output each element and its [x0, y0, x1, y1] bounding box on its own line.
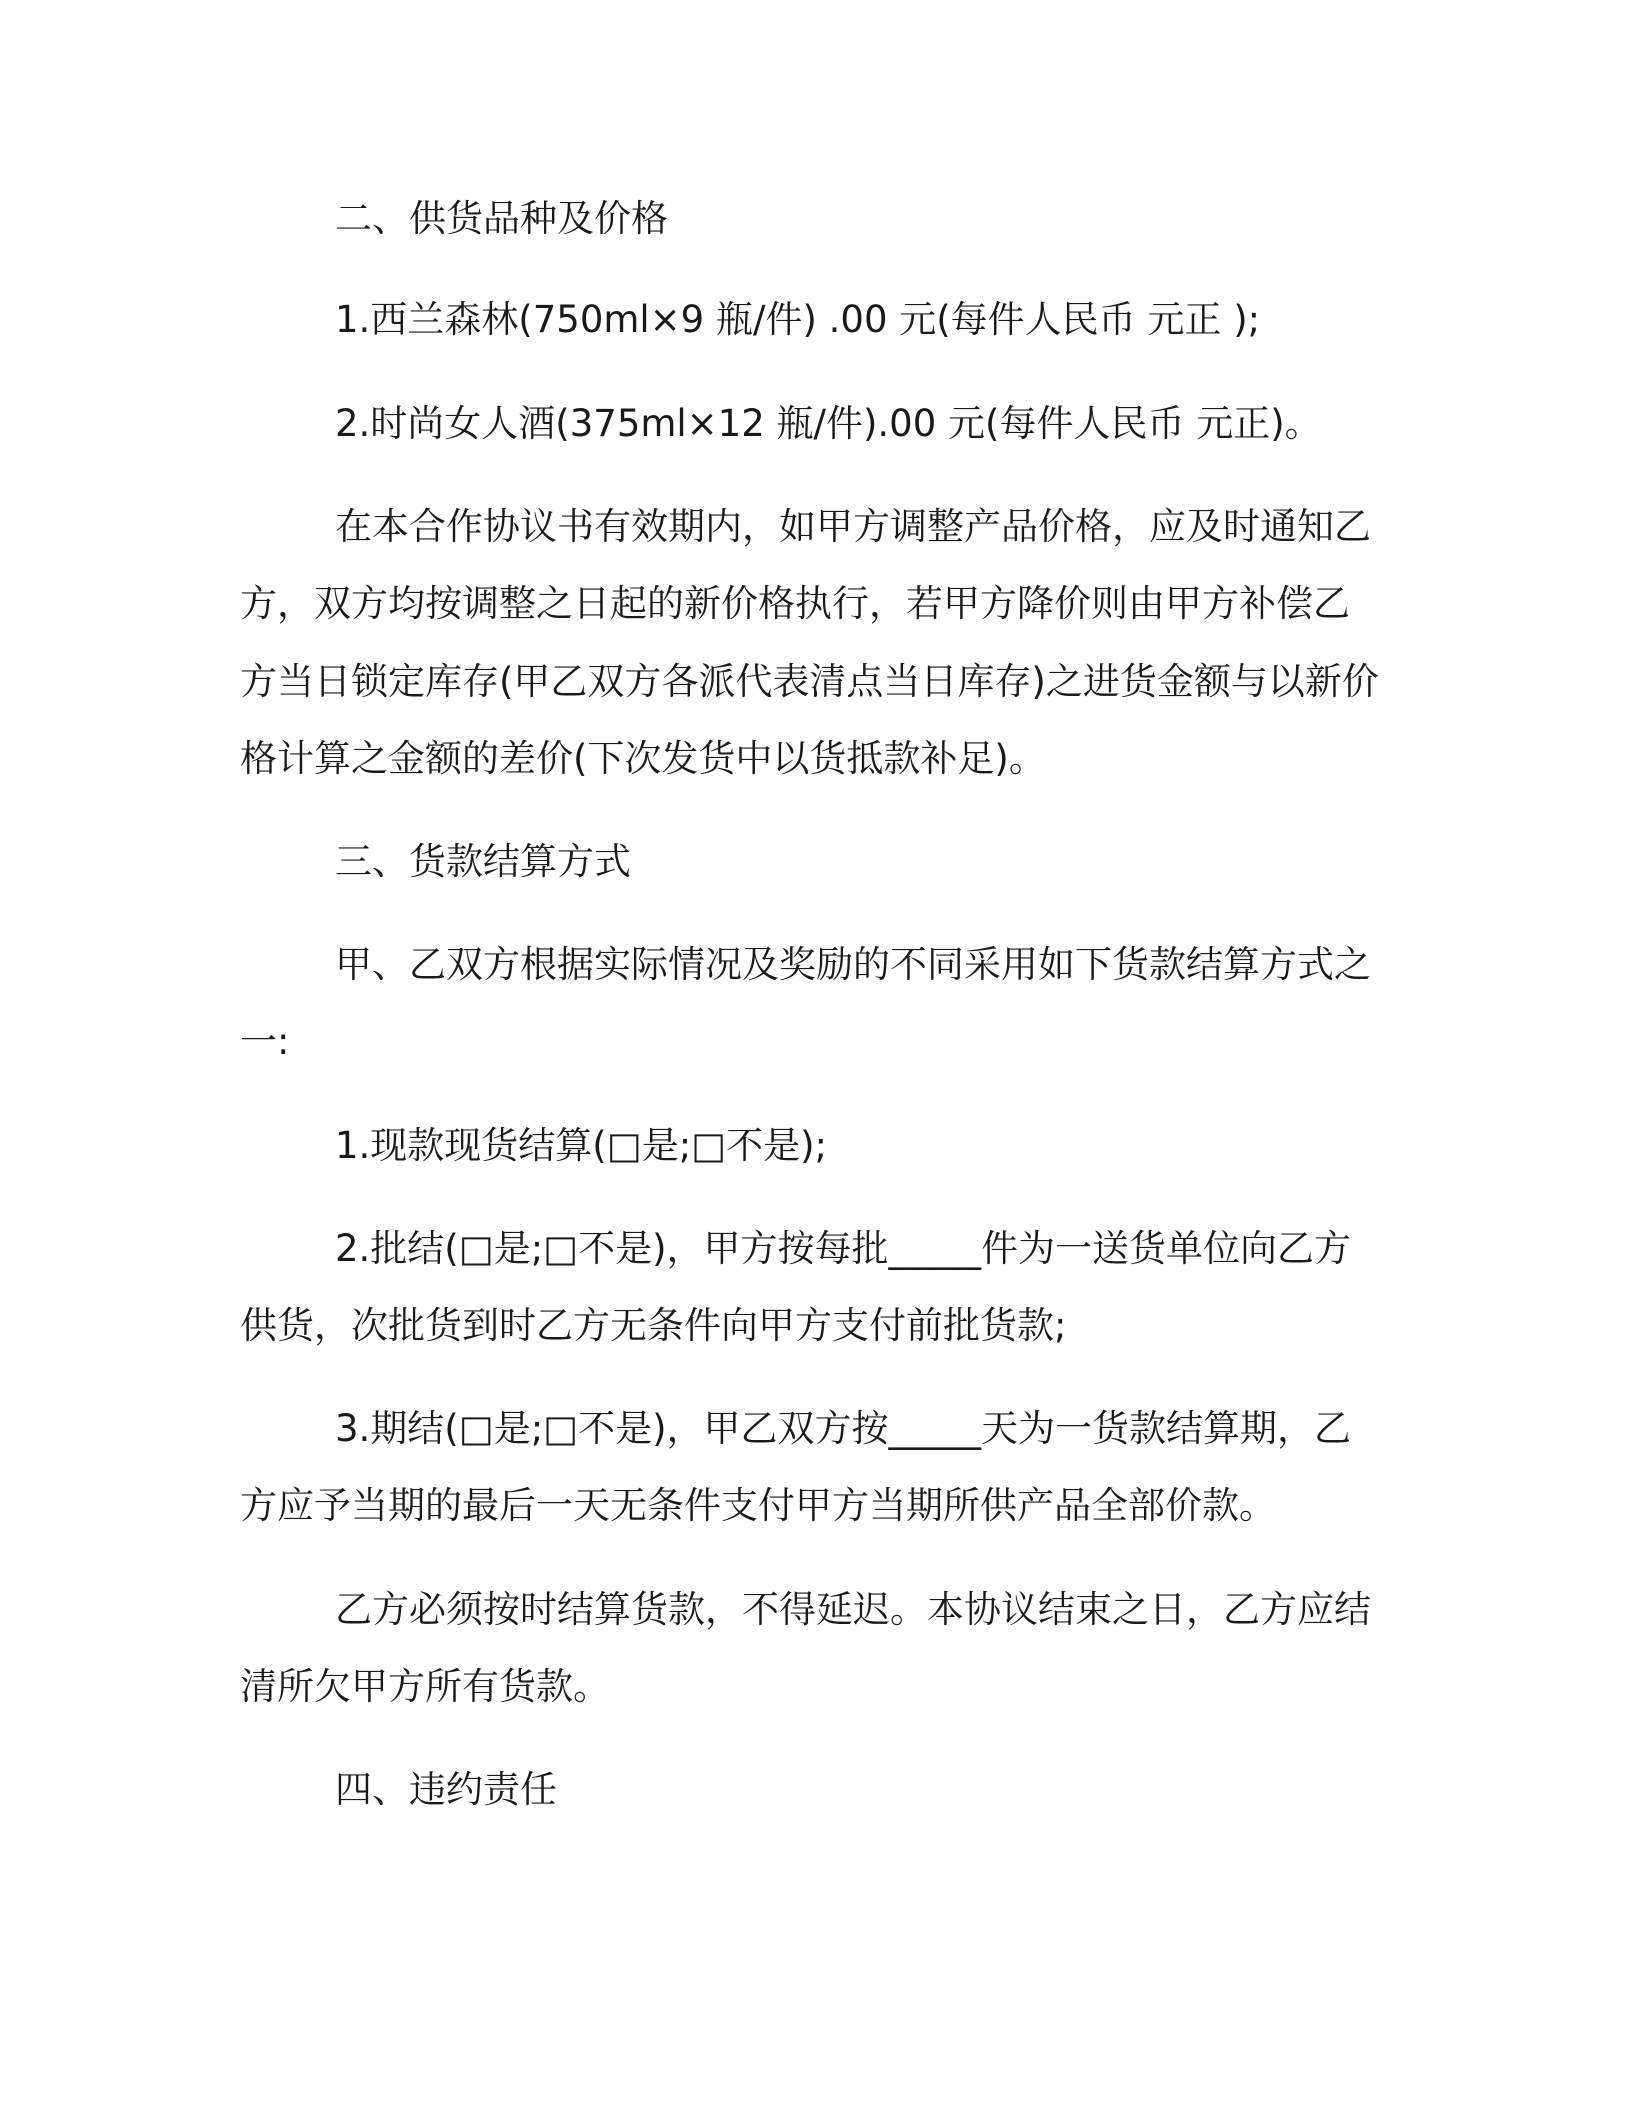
section-heading-supply-varieties: 二、供货品种及价格 — [335, 197, 668, 240]
settlement-option-2-line: 2.批结(□是;□不是)，甲方按每批_____件为一送货单位向乙方 — [335, 1227, 1352, 1270]
price-adjust-paragraph-line: 格计算之金额的差价(下次发货中以货抵款补足)。 — [240, 737, 1046, 780]
section-heading-settlement: 三、货款结算方式 — [335, 840, 631, 883]
supply-item-1: 1.西兰森林(750ml×9 瓶/件) .00 元(每件人民币 元正 ); — [335, 298, 1261, 341]
supply-item-2: 2.时尚女人酒(375ml×12 瓶/件).00 元(每件人民币 元正)。 — [335, 402, 1322, 445]
payment-paragraph-line: 清所欠甲方所有货款。 — [240, 1665, 610, 1708]
price-adjust-paragraph-line: 方当日锁定库存(甲乙双方各派代表清点当日库存)之进货金额与以新价 — [240, 660, 1379, 703]
settlement-paragraph-line: 一: — [240, 1020, 290, 1063]
settlement-option-3-line: 3.期结(□是;□不是)，甲乙双方按_____天为一货款结算期，乙 — [335, 1407, 1352, 1450]
price-adjust-paragraph-line: 方，双方均按调整之日起的新价格执行，若甲方降价则由甲方补偿乙 — [240, 582, 1350, 625]
payment-paragraph-line: 乙方必须按时结算货款，不得延迟。本协议结束之日，乙方应结 — [335, 1588, 1371, 1631]
price-adjust-paragraph-line: 在本合作协议书有效期内，如甲方调整产品价格，应及时通知乙 — [335, 505, 1371, 548]
settlement-option-3-line: 方应予当期的最后一天无条件支付甲方当期所供产品全部价款。 — [240, 1484, 1276, 1527]
settlement-paragraph-line: 甲、乙双方根据实际情况及奖励的不同采用如下货款结算方式之 — [335, 943, 1371, 986]
settlement-option-1: 1.现款现货结算(□是;□不是); — [335, 1124, 828, 1167]
section-heading-liability: 四、违约责任 — [335, 1768, 557, 1811]
settlement-option-2-line: 供货，次批货到时乙方无条件向甲方支付前批货款; — [240, 1304, 1067, 1347]
